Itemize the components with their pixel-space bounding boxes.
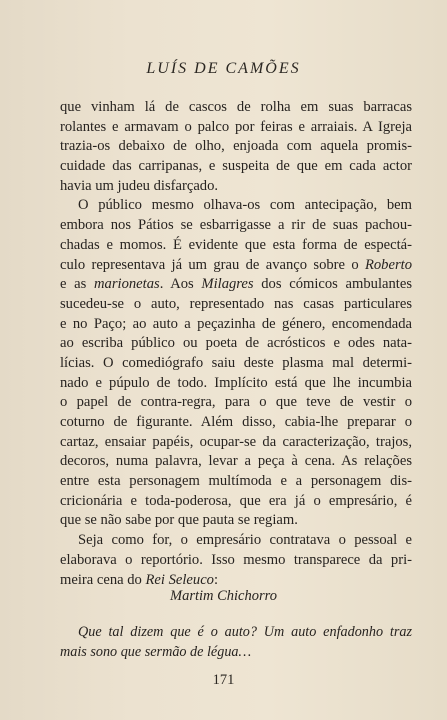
italic-title: marionetas <box>94 276 160 293</box>
paragraph-3 <box>60 531 412 590</box>
italic-title: Rei Seleuco <box>145 571 214 588</box>
text-line: o papel de contra-regra, para o que teve de vestir o <box>60 394 412 411</box>
text-line: coturno de figurante. Além disso, cabia-lhe preparar o <box>60 414 412 430</box>
text-line: chadas e momos. É evidente que esta forma de espectá- <box>60 236 412 253</box>
text-line: mais sono que sermão de légua… <box>60 643 252 660</box>
text-line: O público mesmo olhava-os com antecipação, bem <box>78 197 412 214</box>
text-line: cuidade das carripanas, e suspeita de que em cada actor <box>60 158 412 175</box>
text-run: meira cena do <box>60 571 146 588</box>
text-line <box>60 256 412 276</box>
page-number: 171 <box>212 672 235 688</box>
text-line: cricionária e toda-poderosa, que era já o empresário, é <box>60 492 412 509</box>
text-run: culo representava já um grau de avanço sobre o <box>60 256 365 273</box>
text-line: lícias. O comediógrafo saiu deste plasma mal determi- <box>60 354 412 371</box>
text-line: Seja como for, o empresário contratava o pessoal e <box>78 532 412 549</box>
text-line: nado e púpulo de todo. Implícito está que lhe incumbia <box>60 374 412 391</box>
text-line: decoros, numa palavra, levar a peça à cena. As relações <box>60 453 412 470</box>
text-line: rolantes e armavam o palco por feiras e arraiais. A Igreja <box>60 118 412 135</box>
text-line: que se não sabe por que pauta se regiam. <box>60 512 298 529</box>
italic-title: Milagres <box>201 276 254 293</box>
text-line: que vinham lá de cascos de rolha em suas barracas <box>60 99 412 115</box>
text-line <box>60 275 412 295</box>
text-run: : <box>213 571 219 588</box>
text-line: cartaz, ensaiar papéis, ocupar-se da caracterização, trajos, <box>60 433 412 450</box>
text-line: Que tal dizem que é o auto? Um auto enfadonho traz <box>78 624 412 640</box>
dialogue-quote <box>60 623 412 662</box>
text-line: elaborava o reportório. Isso mesmo transparece da pri- <box>60 551 412 568</box>
paragraph-1 <box>60 98 412 196</box>
running-header: LUÍS DE CAMÕES <box>146 60 301 77</box>
text-line: ao escriba público ou poeta de acrósticos e odes nata- <box>60 335 412 352</box>
text-line: embora nos Pátios se esbarrigasse a rir de suas pachou- <box>60 217 412 234</box>
text-run: . Aos <box>159 276 202 293</box>
text-run: e as <box>60 276 95 293</box>
text-line: e no Paço; ao auto a peçazinha de género, encomendada <box>60 315 412 332</box>
speaker-name: Martim Chichorro <box>169 588 277 604</box>
text-line: sucedeu-se o auto, representado nas casas particulares <box>60 295 412 312</box>
paragraph-2 <box>60 196 412 531</box>
body-text <box>60 98 412 590</box>
text-line: entre esta personagem multímoda e a personagem dis- <box>60 473 412 490</box>
text-line: trazia-os debaixo de olho, enjoada com aquela promis- <box>60 138 412 155</box>
italic-title: Roberto <box>364 256 412 273</box>
text-run: dos cómicos ambulantes <box>253 276 413 293</box>
text-line: havia um judeu disfarçado. <box>60 177 219 194</box>
